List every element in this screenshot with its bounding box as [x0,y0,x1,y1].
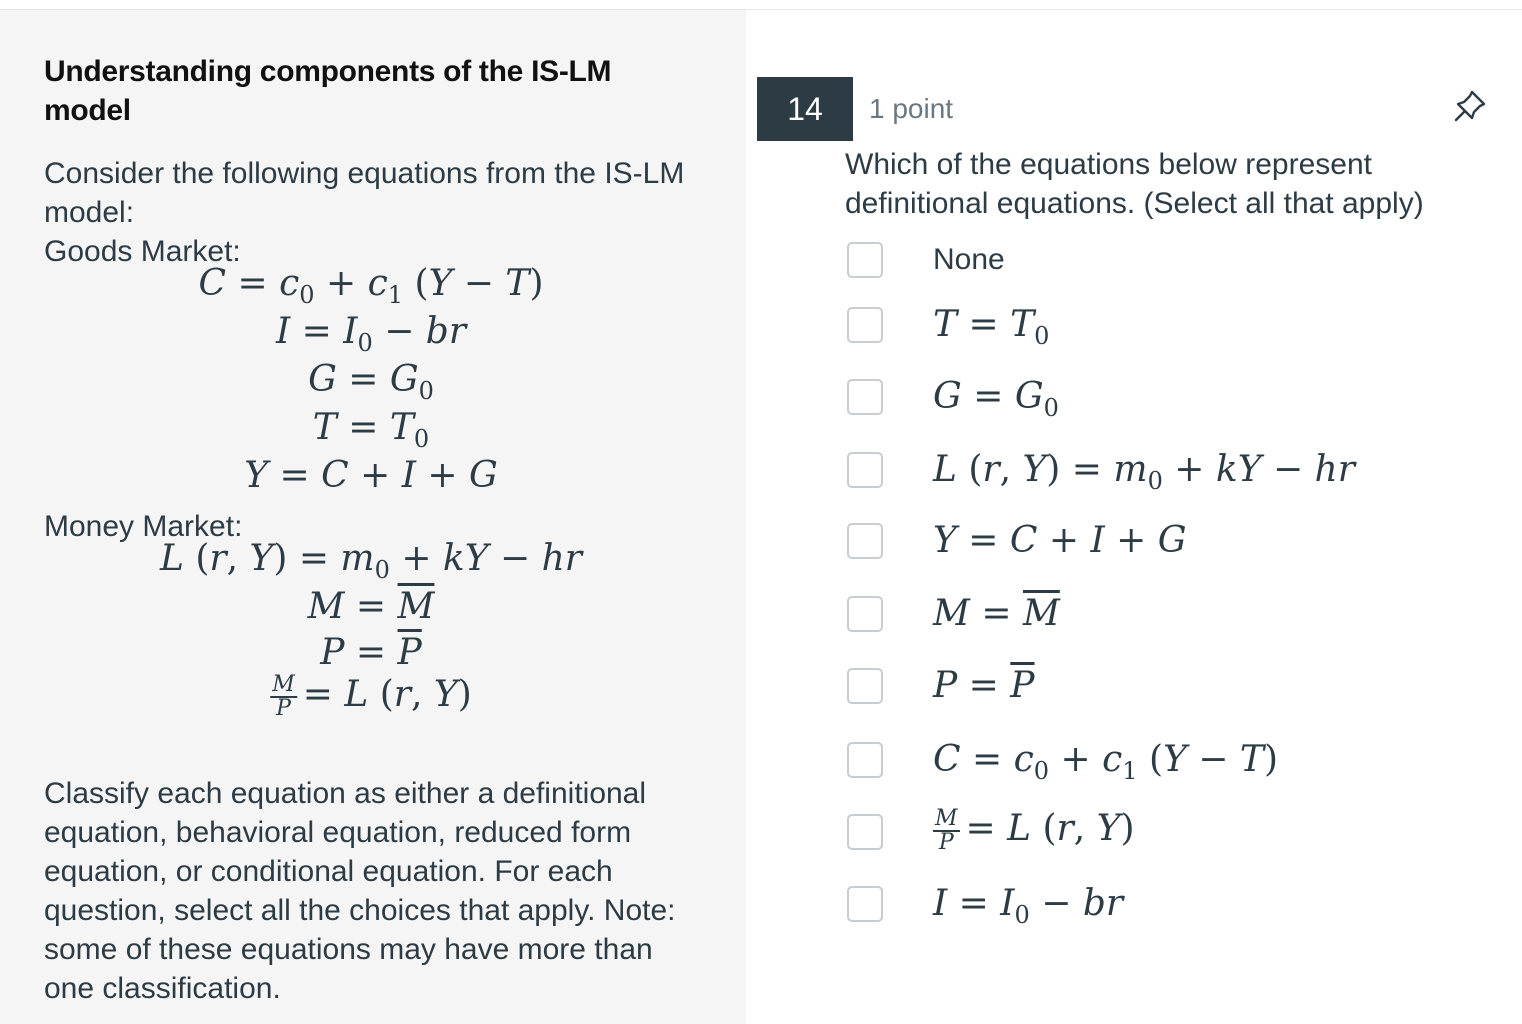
question-points: 1 point [869,93,954,124]
equation-output: Y = C + I + G [244,455,498,496]
option-label: $\frac{M}{P}$ = L (r, Y) [935,806,1135,855]
option-label: $C = c_0 + c_1$ (Y − T) [933,739,1278,785]
checkbox[interactable] [847,242,883,278]
checkbox[interactable] [847,523,883,559]
pin-icon[interactable] [1450,86,1490,126]
money-market-label: Money Market: [44,510,243,543]
option-money-demand[interactable] [847,450,1467,494]
option-label: L (r, $Y) = m_0$ + kY − hr [933,449,1355,495]
option-investment[interactable] [847,884,1467,928]
option-label: $M = \overline{M}$ [933,593,1060,634]
goods-market-label: Goods Market: [44,235,241,268]
checkbox[interactable] [847,814,883,850]
checkbox[interactable] [847,379,883,415]
option-label: $I = I_0$ − br [933,883,1124,929]
checkbox[interactable] [847,307,883,343]
stimulus-content [44,52,704,1008]
money-market-equations [44,538,704,776]
option-label: None [933,243,1005,276]
equation-consumption: $C = c_0 + c_1$ (Y − T) [198,263,544,309]
checkbox[interactable] [847,452,883,488]
equation-government: $G = G_0$ [308,359,434,405]
equation-money-equilibrium: $\frac{M}{P}$ = L (r, Y) [272,672,472,721]
equation-money-demand: L (r, $Y) = m_0$ + kY − hr [160,538,582,584]
checkbox[interactable] [847,596,883,632]
question-number: 14 [757,77,853,141]
option-price-level[interactable] [847,666,1467,710]
option-none[interactable] [847,240,1467,284]
option-money-supply[interactable] [847,594,1467,638]
option-output[interactable] [847,521,1467,565]
stimulus-panel [0,10,746,1024]
equation-money-supply: $M = \overline{M}$ [307,586,435,627]
stimulus-intro: Consider the following equations from the IS-LM model: [44,157,685,229]
checkbox[interactable] [847,742,883,778]
stimulus-instructions: Classify each equation as either a definitional equation, behavioral equation, reduced form equation, or conditional equation. For each question, select all the choices that apply. Note: some of these equations may have more than one classification. [44,777,676,1005]
checkbox[interactable] [847,668,883,704]
option-money-equilibrium[interactable] [847,806,1467,856]
option-label: Y = C + I + G [933,520,1187,561]
goods-market-equations [44,263,704,507]
stimulus-title: Understanding components of the IS-LM model [44,55,612,127]
option-label: $P = \overline{P}$ [933,665,1035,706]
option-consumption[interactable] [847,740,1467,784]
equation-price-level: $P = \overline{P}$ [320,632,422,673]
checkbox[interactable] [847,886,883,922]
equation-investment: $I = I_0$ − br [275,311,467,357]
option-government[interactable] [847,377,1467,421]
question-text: Which of the equations below represent definitional equations. (Select all that apply) [845,148,1424,220]
option-label: $G = G_0$ [933,376,1059,422]
equation-taxes: $T = T_0$ [312,407,430,453]
option-label: $T = T_0$ [933,304,1050,350]
option-taxes[interactable] [847,305,1467,349]
